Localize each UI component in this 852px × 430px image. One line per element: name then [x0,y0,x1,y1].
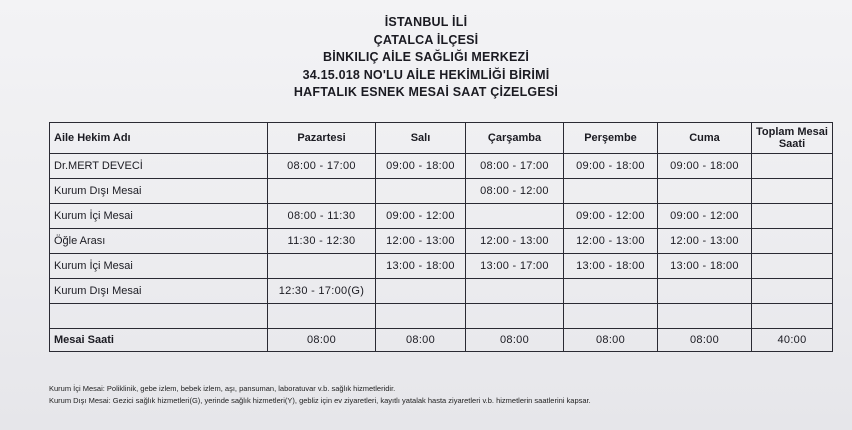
column-header-thursday: Perşembe [564,123,658,154]
cell-total [752,279,833,304]
column-header-monday: Pazartesi [268,123,376,154]
column-header-wednesday: Çarşamba [466,123,564,154]
cell-total [752,179,833,204]
cell-thursday [564,304,658,329]
total-wednesday: 08:00 [466,329,564,352]
column-header-doctor: Aile Hekim Adı [50,123,268,154]
cell-tuesday: 09:00 - 18:00 [376,154,466,179]
cell-thursday [564,279,658,304]
row-label [50,304,268,329]
table-row [50,154,833,179]
table-row [50,254,833,279]
document-header [0,14,852,102]
cell-tuesday [376,304,466,329]
cell-total [752,229,833,254]
cell-friday: 09:00 - 12:00 [658,204,752,229]
cell-tuesday: 13:00 - 18:00 [376,254,466,279]
cell-wednesday: 13:00 - 17:00 [466,254,564,279]
header-unit: 34.15.018 NO'LU AİLE HEKİMLİĞİ BİRİMİ [302,67,550,82]
row-label: Kurum İçi Mesai [50,254,268,279]
column-header-total: Toplam Mesai Saati [752,123,833,154]
total-row-label: Mesai Saati [50,329,268,352]
cell-friday: 09:00 - 18:00 [658,154,752,179]
row-label: Kurum İçi Mesai [50,204,268,229]
cell-monday [268,304,376,329]
table-total-row [50,329,833,352]
cell-thursday: 09:00 - 18:00 [564,154,658,179]
cell-thursday: 13:00 - 18:00 [564,254,658,279]
table-row [50,279,833,304]
total-monday: 08:00 [268,329,376,352]
footnote-external: Kurum Dışı Mesai: Gezici sağlık hizmetleri(G), yerinde sağlık hizmetleri(Y), gebliz için ev ziyaretleri, kayıtlı yatalak hasta ziyaretleri v.b. hizmetlerin saatlerini kapsar. [49,396,591,405]
row-label: Dr.MERT DEVECİ [50,154,268,179]
footnotes [49,383,591,407]
cell-friday: 13:00 - 18:00 [658,254,752,279]
total-week: 40:00 [752,329,833,352]
table-row [50,229,833,254]
cell-thursday: 09:00 - 12:00 [564,204,658,229]
schedule-table [49,122,833,352]
cell-friday [658,179,752,204]
cell-friday [658,279,752,304]
cell-friday: 12:00 - 13:00 [658,229,752,254]
cell-total [752,254,833,279]
footnote-internal: Kurum İçi Mesai: Poliklinik, gebe izlem, bebek izlem, aşı, pansuman, laboratuvar v.b. sağlık hizmetleridir. [49,384,396,393]
total-friday: 08:00 [658,329,752,352]
row-label: Kurum Dışı Mesai [50,279,268,304]
cell-monday [268,254,376,279]
table-row [50,179,833,204]
cell-friday [658,304,752,329]
total-thursday: 08:00 [564,329,658,352]
total-tuesday: 08:00 [376,329,466,352]
row-label: Kurum Dışı Mesai [50,179,268,204]
cell-monday [268,179,376,204]
cell-wednesday [466,279,564,304]
cell-monday: 11:30 - 12:30 [268,229,376,254]
cell-wednesday: 08:00 - 17:00 [466,154,564,179]
cell-tuesday: 12:00 - 13:00 [376,229,466,254]
column-header-tuesday: Salı [376,123,466,154]
cell-tuesday: 09:00 - 12:00 [376,204,466,229]
header-district: ÇATALCA İLÇESİ [373,32,479,47]
cell-monday: 12:30 - 17:00(G) [268,279,376,304]
header-province: İSTANBUL İLİ [384,15,468,29]
header-health-center: BİNKILIÇ AİLE SAĞLIĞI MERKEZİ [322,50,530,64]
cell-thursday [564,179,658,204]
cell-monday: 08:00 - 11:30 [268,204,376,229]
cell-total [752,204,833,229]
cell-tuesday [376,179,466,204]
cell-tuesday [376,279,466,304]
cell-monday: 08:00 - 17:00 [268,154,376,179]
table-header-row [50,123,833,154]
table-row-empty [50,304,833,329]
cell-thursday: 12:00 - 13:00 [564,229,658,254]
table-row [50,204,833,229]
cell-wednesday [466,204,564,229]
column-header-friday: Cuma [658,123,752,154]
cell-wednesday: 08:00 - 12:00 [466,179,564,204]
cell-wednesday [466,304,564,329]
header-schedule-title: HAFTALIK ESNEK MESAİ SAAT ÇİZELGESİ [293,85,559,99]
cell-total [752,154,833,179]
cell-wednesday: 12:00 - 13:00 [466,229,564,254]
cell-total [752,304,833,329]
row-label: Öğle Arası [50,229,268,254]
